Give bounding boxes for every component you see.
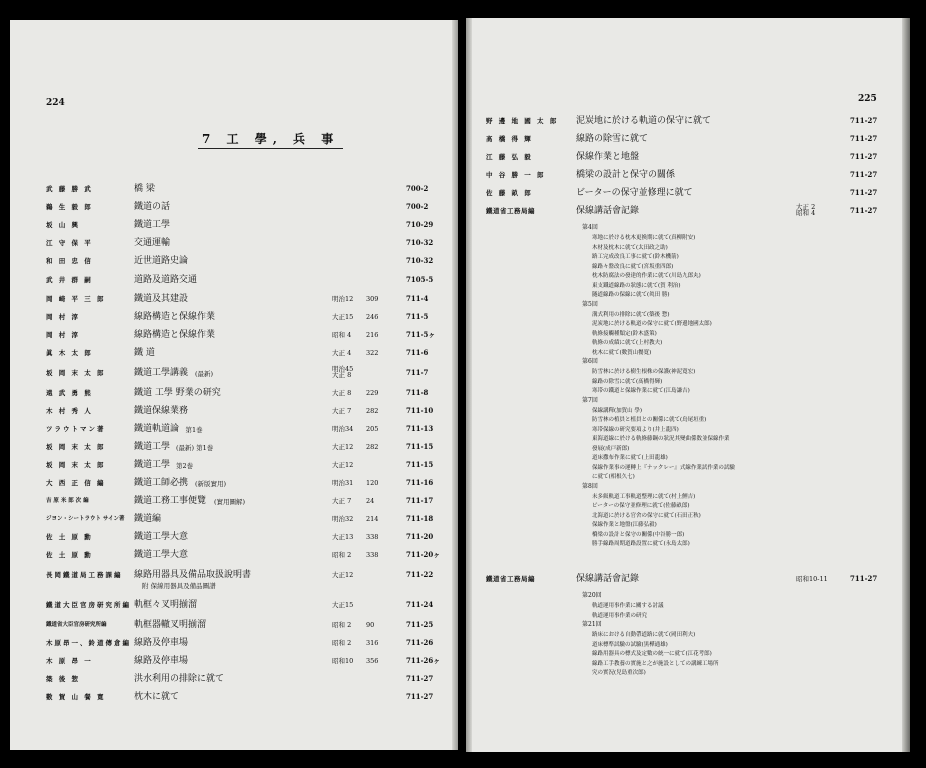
entry-date: 大正15 <box>332 313 354 321</box>
entry-pages: 356 <box>366 657 379 665</box>
collection-code: 711-27 <box>850 574 878 583</box>
entry-author: 鵜 生 毅 郎 <box>46 203 93 211</box>
collection-title: 保線講話會記錄 <box>576 206 640 216</box>
entry-title: 橋梁の設計と保守の關係 <box>576 170 676 180</box>
entry-row <box>486 186 886 200</box>
entry-title: 鐵道の話 <box>134 202 171 212</box>
entry-code: 711-27 <box>406 674 434 683</box>
entry-pages: 282 <box>366 407 379 415</box>
entry-author: 木 村 秀 人 <box>46 407 93 415</box>
entry-pages: 90 <box>366 621 375 629</box>
entry-title: 線路及停車場 <box>134 638 189 648</box>
entry-row <box>46 366 446 380</box>
group-item: 未多級軌道工事軌道整理に就て(村上鯉吉) <box>592 493 696 500</box>
group-item: 軌道運用事作業に關する討議 <box>592 603 664 609</box>
entry-code: 711-25 <box>406 620 434 629</box>
entry-author: 佐 土 原 勳 <box>46 533 93 541</box>
entry-row <box>486 114 886 128</box>
entry-code: 711-20 <box>406 532 434 541</box>
group-item: 枕木に就て(數賀山餐寛) <box>592 349 652 356</box>
group-item: 防雪林の植員と植員との關係に就て(鳥尾垣重) <box>592 417 707 423</box>
entry-row <box>46 494 446 508</box>
entry-pages: 229 <box>366 389 379 397</box>
entry-author: 岡 村 淳 <box>46 331 81 339</box>
entry-author: 鐵道省大臣官房研究所編 <box>46 622 107 628</box>
group-item: 東海道線に於ける軌條藤鋼の狀況其變曲係数並保線作業 <box>592 436 730 442</box>
entry-title: 鐵道編 <box>134 514 162 524</box>
group-item: 勝手線路周期道路設置に就て(永島太郎) <box>592 541 690 547</box>
entry-pages: 205 <box>366 425 379 433</box>
collection-title: 保線講話會記錄 <box>576 574 640 584</box>
entry-author: 佐 土 原 勳 <box>46 551 93 559</box>
entry-subtitle: (最新) 第1巻 <box>176 444 214 452</box>
entry-date: 明治12 <box>332 295 354 303</box>
group-item: 軌條の成績に就て(上村教夫) <box>592 340 663 346</box>
entry-row <box>46 618 446 632</box>
entry-title: 線路構造と保線作業 <box>134 312 216 322</box>
entry-title: 鐵道工學大意 <box>134 532 189 542</box>
entry-title: 鐵道工學 <box>134 442 171 452</box>
group-item: 保線作業事の運轉上『ナックレー』式線作業試作業の試驗 <box>592 464 735 471</box>
entry-date: 昭和 2 <box>332 639 352 647</box>
group-item: 線路工手教養の實施と之が施設としての講練工場所 <box>592 660 719 667</box>
entry-subtitle: (新版實用) <box>195 480 227 488</box>
entry-author: 長岡鐵道局工務課編 <box>46 571 123 579</box>
group-item: 寒帯保線の研究要項より(井上龍四) <box>592 426 679 433</box>
entry-pages: 24 <box>366 497 375 505</box>
group-item: 道床撒布作業に就て(上田龍雄) <box>592 455 668 461</box>
entry-row <box>46 273 446 287</box>
collection-date: 大正 2 昭和 4 <box>796 203 816 217</box>
entry-code: 700-2 <box>406 202 429 211</box>
entry-author: 坂 岡 末 太 郎 <box>46 461 106 469</box>
entry-author: 中 谷 勝 一 郎 <box>486 171 546 179</box>
entry-date: 大正 8 <box>332 389 352 397</box>
entry-row <box>46 654 446 668</box>
entry-row <box>46 422 446 436</box>
group-label: 第4回 <box>582 224 598 231</box>
entry-code: 710-29 <box>406 220 434 229</box>
entry-title: 洪水利用の排除に就て <box>134 674 225 684</box>
group-label: 第6回 <box>582 358 598 365</box>
entry-code: 711-5 <box>406 312 429 321</box>
entry-code: 711-17 <box>406 496 434 505</box>
group-label: 第20回 <box>582 592 602 599</box>
entry-row <box>46 310 446 324</box>
entry-title: 道路及道路交通 <box>134 275 198 285</box>
left-spine-shadow <box>452 20 458 750</box>
entry-date: 明治31 <box>332 479 354 487</box>
entry-title: 保線作業と地盤 <box>576 152 640 162</box>
group-item: 溝式利用の排除に就て(築後 惣) <box>592 311 670 318</box>
entry-author: 眞 木 太 郎 <box>46 349 93 357</box>
entry-date: 大正 7 <box>332 497 352 505</box>
entry-date: 昭和 2 <box>332 621 352 629</box>
entry-date: 明治45 大正 8 <box>332 365 354 379</box>
entry-title: 鐵道工學 <box>134 220 171 230</box>
entry-code: 711-10 <box>406 406 434 415</box>
entry-date: 昭和 2 <box>332 551 352 559</box>
group-item: 線路々盤改良に就て(宮坂重四郎) <box>592 263 674 270</box>
group-item: ビーターの保守並修理に就て(佐藤畝郎) <box>592 503 690 509</box>
entry-code: 711-4 <box>406 294 429 303</box>
entry-author: 野 邊 地 國 太 郎 <box>486 117 559 125</box>
entry-author: ジヨン・シートラウト サイン著 <box>46 516 125 522</box>
entry-code: 711-27 <box>850 188 878 197</box>
group-item: 道床標準試驗の試驗(黒樺通雄) <box>592 641 668 648</box>
entry-date: 明治32 <box>332 515 354 523</box>
entry-row <box>46 458 446 472</box>
entry-row <box>46 690 446 704</box>
entry-code: 711-26 <box>406 638 434 647</box>
entry-subtitle: 附 保線用器具及備品圖譜 <box>142 582 216 590</box>
entry-title: 線路及停車場 <box>134 656 189 666</box>
entry-title: 鐵道工師必携 <box>134 478 189 488</box>
entry-code: 711-27 <box>406 692 434 701</box>
entry-author: 坂 岡 末 太 郎 <box>46 369 106 377</box>
entry-title: 鐵道工學講義 <box>134 368 189 378</box>
entry-row <box>46 404 446 418</box>
collection-author: 鐵道省工務局編 <box>486 207 535 215</box>
entry-title: 鐵道 工學 野業の研究 <box>134 388 221 398</box>
entry-title: ビーターの保守並修理に就て <box>576 188 693 198</box>
entry-row <box>46 254 446 268</box>
entry-code: 711-6 <box>406 348 429 357</box>
entry-author: 武 井 群 嗣 <box>46 276 93 284</box>
entry-date: 大正 4 <box>332 349 352 357</box>
entry-code: 700-2 <box>406 184 429 193</box>
group-label: 第21回 <box>582 621 602 628</box>
entry-code: 711-15 <box>406 460 434 469</box>
entry-title: 軌框器轍叉明揃溜 <box>134 620 207 630</box>
group-item: 線路用器具の標式及定數の統一に就て(江花考郎) <box>592 651 712 657</box>
entry-date: 明治34 <box>332 425 354 433</box>
entry-row <box>46 346 446 360</box>
entry-author: 岡 崎 平 三 郎 <box>46 295 106 303</box>
entry-code: 710-32 <box>406 238 434 247</box>
entry-pages: 338 <box>366 551 379 559</box>
entry-title: 鐵道工學 <box>134 460 171 470</box>
entry-pages: 282 <box>366 443 379 451</box>
entry-code: 711-22 <box>406 570 434 579</box>
entry-title: 鐵 道 <box>134 348 155 358</box>
entry-pages: 120 <box>366 479 379 487</box>
group-item: 寒帯の鐵道と保線作業に就て(江島謙吉) <box>592 388 690 394</box>
entry-title: 線路用器具及備品取扱說明書 <box>134 570 252 580</box>
group-item: 路床における自動帶道路に就て(岡田利夫) <box>592 632 696 638</box>
group-item: に就て(相根久七) <box>592 474 635 480</box>
entry-title: 線路構造と保線作業 <box>134 330 216 340</box>
entry-row <box>486 132 886 146</box>
entry-title: 枕木に就て <box>134 692 180 702</box>
entry-code: 711-20ヶ <box>406 550 441 559</box>
group-item: 泥炭地に於ける軌道の保守に就て(野邊地國太郎) <box>592 321 712 327</box>
entry-title: 鐵道工學大意 <box>134 550 189 560</box>
entry-pages: 338 <box>366 533 379 541</box>
entry-pages: 216 <box>366 331 379 339</box>
right-page-number: 225 <box>858 94 877 104</box>
entry-row <box>46 182 446 196</box>
entry-pages: 214 <box>366 515 379 523</box>
entry-author: 坂 山 興 <box>46 221 81 229</box>
group-item: 保線講釋(加賀山 學) <box>592 407 643 414</box>
entry-code: 711-16 <box>406 478 434 487</box>
entry-author: 築 後 惣 <box>46 675 81 683</box>
entry-date: 大正12 <box>332 461 354 469</box>
collection-author: 鐵道省工務局編 <box>486 575 535 583</box>
entry-row <box>46 672 446 686</box>
entry-author: 大 西 正 信 編 <box>46 479 106 487</box>
entry-pages: 316 <box>366 639 379 647</box>
entry-author: 坂 岡 末 太 郎 <box>46 443 106 451</box>
entry-row <box>46 292 446 306</box>
entry-author: 吉 原 米 郎 次 編 <box>46 498 89 504</box>
entry-author: 岡 村 淳 <box>46 313 81 321</box>
entry-row <box>46 568 446 590</box>
entry-date: 昭和 4 <box>332 331 352 339</box>
entry-row <box>46 548 446 562</box>
entry-title: 鐵道及其建設 <box>134 294 189 304</box>
collection-code: 711-27 <box>850 206 878 215</box>
entry-author: 遠 武 勇 熊 <box>46 389 93 397</box>
entry-title: 鐵道軌道論 <box>134 424 180 434</box>
entry-code: 711-5ヶ <box>406 330 436 339</box>
entry-row <box>486 168 886 182</box>
entry-title: 近世道路史論 <box>134 256 189 266</box>
entry-title: 交通運輸 <box>134 238 171 248</box>
entry-author: 佐 藤 畝 郎 <box>486 189 533 197</box>
entry-author: 數 賀 山 餐 寛 <box>46 693 106 701</box>
entry-author: 木 原 昂 一 <box>46 657 93 665</box>
entry-subtitle: 第1巻 <box>185 426 203 434</box>
entry-author: 鐵道大臣官房研究所編 <box>46 601 131 609</box>
collection-date: 昭和10-11 <box>796 575 828 583</box>
entry-row <box>46 328 446 342</box>
entry-row <box>46 512 446 526</box>
group-item: 軌道運用事作業の研究 <box>592 612 648 619</box>
right-spine-shadow <box>466 18 472 752</box>
entry-code: 711-27 <box>850 116 878 125</box>
group-label: 第7回 <box>582 396 598 404</box>
group-item: 橋梁の設計と保守の關係(中谷勝一郎) <box>592 531 685 538</box>
group-item: 木材及枕木に就て(太田政之助) <box>592 244 668 251</box>
entry-row <box>46 636 446 650</box>
group-label: 第8回 <box>582 482 598 490</box>
entry-subtitle: (實用圖解) <box>214 498 246 506</box>
entry-code: 711-7 <box>406 368 429 377</box>
entry-date: 大正15 <box>332 601 354 609</box>
entry-author: 木原昂一、鈴道傳倉編 <box>46 639 131 647</box>
entry-title: 泥炭地に於ける軌道の保守に就て <box>576 116 712 126</box>
right-page <box>466 18 910 752</box>
entry-code: 711-15 <box>406 442 434 451</box>
group-item: 枕木防腐法の發達的作業に就て(川島九郎丸) <box>592 273 701 279</box>
entry-row <box>46 200 446 214</box>
entry-row <box>486 150 886 164</box>
entry-date: 大正12 <box>332 571 354 579</box>
entry-code: 7105-5 <box>406 275 434 284</box>
entry-code: 711-8 <box>406 388 429 397</box>
entry-author: 武 藤 勝 武 <box>46 185 93 193</box>
entry-title: 橋 梁 <box>134 184 155 194</box>
group-item: 發展(成戸新郎) <box>592 445 630 452</box>
entry-date: 大正12 <box>332 443 354 451</box>
collection-header <box>486 572 886 586</box>
group-item: 路工完成改良工事に就て(鈴木機箭) <box>592 254 679 260</box>
entry-author: 和 田 忠 信 <box>46 257 93 265</box>
group-item: 隧道線路の保線に就て(眞田 勝) <box>592 292 670 298</box>
entry-code: 711-26ヶ <box>406 656 441 665</box>
entry-date: 大正 7 <box>332 407 352 415</box>
right-page-edge <box>902 18 910 752</box>
entry-author: 髙 橋 得 輝 <box>486 135 533 143</box>
entry-title: 鐵道保線業務 <box>134 406 189 416</box>
left-page <box>10 20 458 750</box>
entry-row <box>46 236 446 250</box>
entry-title: 線路の除雪に就て <box>576 134 649 144</box>
entry-code: 711-27 <box>850 134 878 143</box>
entry-code: 711-27 <box>850 152 878 161</box>
group-item: 軌條接觸種類定(鈴木盛策) <box>592 330 657 337</box>
entry-date: 昭和10 <box>332 657 354 665</box>
section-title: 7 工 學, 兵 事 <box>198 130 343 149</box>
collection-header <box>486 204 886 218</box>
group-item: 線路の除雪に就て(髙橋得輝) <box>592 378 663 385</box>
entry-date: 大正13 <box>332 533 354 541</box>
group-item: 保線作業と地盤(江藤弘毅) <box>592 522 657 528</box>
entry-title: 軌框々叉明揃溜 <box>134 600 198 610</box>
entry-row <box>46 476 446 490</box>
entry-row <box>46 440 446 454</box>
group-item: 東支鐵道線路の狀態に就て(賀 利治) <box>592 282 681 289</box>
entry-row <box>46 530 446 544</box>
group-item: 究の實況(兒島重次郎) <box>592 670 646 676</box>
group-label: 第5回 <box>582 300 598 308</box>
entry-pages: 322 <box>366 349 379 357</box>
group-item: 防雪林に於ける樹生根株の保護(神泥寛宏) <box>592 369 696 375</box>
entry-title: 鐵道工務工事便覽 <box>134 496 207 506</box>
group-item: 北海道に於ける官舍の保守に就て(石田正秋) <box>592 512 701 519</box>
entry-author: 江 藤 弘 毅 <box>486 153 533 161</box>
entry-code: 711-24 <box>406 600 434 609</box>
entry-pages: 246 <box>366 313 379 321</box>
left-page-number: 224 <box>46 98 65 108</box>
entry-subtitle: (最新) <box>195 370 214 378</box>
entry-code: 710-32 <box>406 256 434 265</box>
entry-author: ツラウトマン著 <box>46 425 106 433</box>
entry-code: 711-13 <box>406 424 434 433</box>
entry-code: 711-18 <box>406 514 434 523</box>
group-item: 寒地に於ける枕木更換期に就て(真柳附安) <box>592 235 696 241</box>
entry-pages: 309 <box>366 295 379 303</box>
entry-row <box>46 598 446 612</box>
entry-code: 711-27 <box>850 170 878 179</box>
entry-row <box>46 386 446 400</box>
entry-row <box>46 218 446 232</box>
entry-subtitle: 第2巻 <box>176 462 194 470</box>
entry-author: 江 守 保 平 <box>46 239 93 247</box>
